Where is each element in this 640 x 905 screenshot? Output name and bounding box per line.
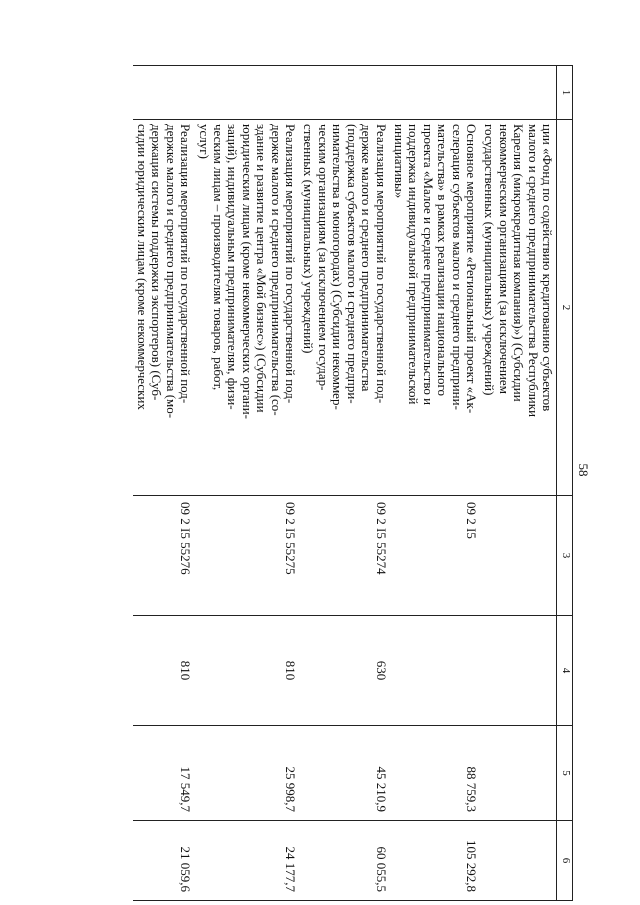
row-type <box>480 616 557 726</box>
row-spacer <box>133 66 195 120</box>
table-row <box>194 66 299 901</box>
row-value-1: 45 210,9 <box>299 726 389 821</box>
row-code: 09 2 I5 55274 <box>299 496 389 616</box>
row-code <box>480 496 557 616</box>
row-value-2: 24 177,7 <box>194 821 299 901</box>
row-spacer <box>480 66 557 120</box>
row-code: 09 2 I5 55276 <box>133 496 195 616</box>
row-value-1: 25 998,7 <box>194 726 299 821</box>
table-row <box>390 66 480 901</box>
row-type <box>390 616 480 726</box>
row-name: Реализация мероприятий по государственной под- держке малого и среднего предпринимательства (мо- держация системы поддержки экспортеров) (Суб- сидии юридическим лицам (кроме некоммерческих <box>133 120 195 496</box>
row-spacer <box>390 66 480 120</box>
row-spacer <box>194 66 299 120</box>
row-name: ции «Фонд по содействию кредитованию субъектов малого и среднего предпринимательства Республики Карелия (микрокредитная компания)») (Субсидии некоммерческим организациям (за исключением государственных (муниципальных) учреждений) <box>480 120 557 496</box>
row-value-2 <box>480 821 557 901</box>
column-number: 1 <box>557 66 573 120</box>
row-name: Реализация мероприятий по государственной под- держке малого и среднего предпринимательства (поддержка субъектов малого и среднего предпри- нимательства в моногородах) (Субсидии некоммер- ческим организациям (за исключением государ- ственных (муниципальных) учреждений) <box>299 120 389 496</box>
row-type: 810 <box>133 616 195 726</box>
budget-table-rotated <box>70 65 573 900</box>
column-number: 2 <box>557 120 573 496</box>
row-value-2: 105 292,8 <box>390 821 480 901</box>
table-row <box>480 66 557 901</box>
row-name: Реализация мероприятий по государственной под- держке малого и среднего предпринимательства (со- здание и развитие центра «Мой бизнес») (Субсидии юридическим лицам (кроме некоммерческих органи- заций), индивидуальным предпринимателям, физи- ческим лицам – производителям товаров, работ, услуг) <box>194 120 299 496</box>
row-spacer <box>299 66 389 120</box>
column-number: 6 <box>557 821 573 901</box>
row-code: 09 2 I5 <box>390 496 480 616</box>
column-number: 3 <box>557 496 573 616</box>
row-type: 630 <box>299 616 389 726</box>
row-value-1: 88 759,3 <box>390 726 480 821</box>
row-name: Основное мероприятие «Региональный проект «Ак- селерация субъектов малого и среднего предприни- мательства» в рамках реализации национального проекта «Малое и среднее предпринимательство и поддержка индивидуальной предпринимательской инициативы» <box>390 120 480 496</box>
row-value-1: 17 549,7 <box>133 726 195 821</box>
column-number: 5 <box>557 726 573 821</box>
column-number: 4 <box>557 616 573 726</box>
table-row <box>299 66 389 901</box>
row-value-1 <box>480 726 557 821</box>
table-row <box>133 66 195 901</box>
row-value-2: 60 055,5 <box>299 821 389 901</box>
column-number-row <box>557 66 573 901</box>
page-number: 58 <box>576 463 591 477</box>
row-type: 810 <box>194 616 299 726</box>
row-code: 09 2 I5 55275 <box>194 496 299 616</box>
row-value-2: 21 059,6 <box>133 821 195 901</box>
budget-table <box>133 65 573 901</box>
